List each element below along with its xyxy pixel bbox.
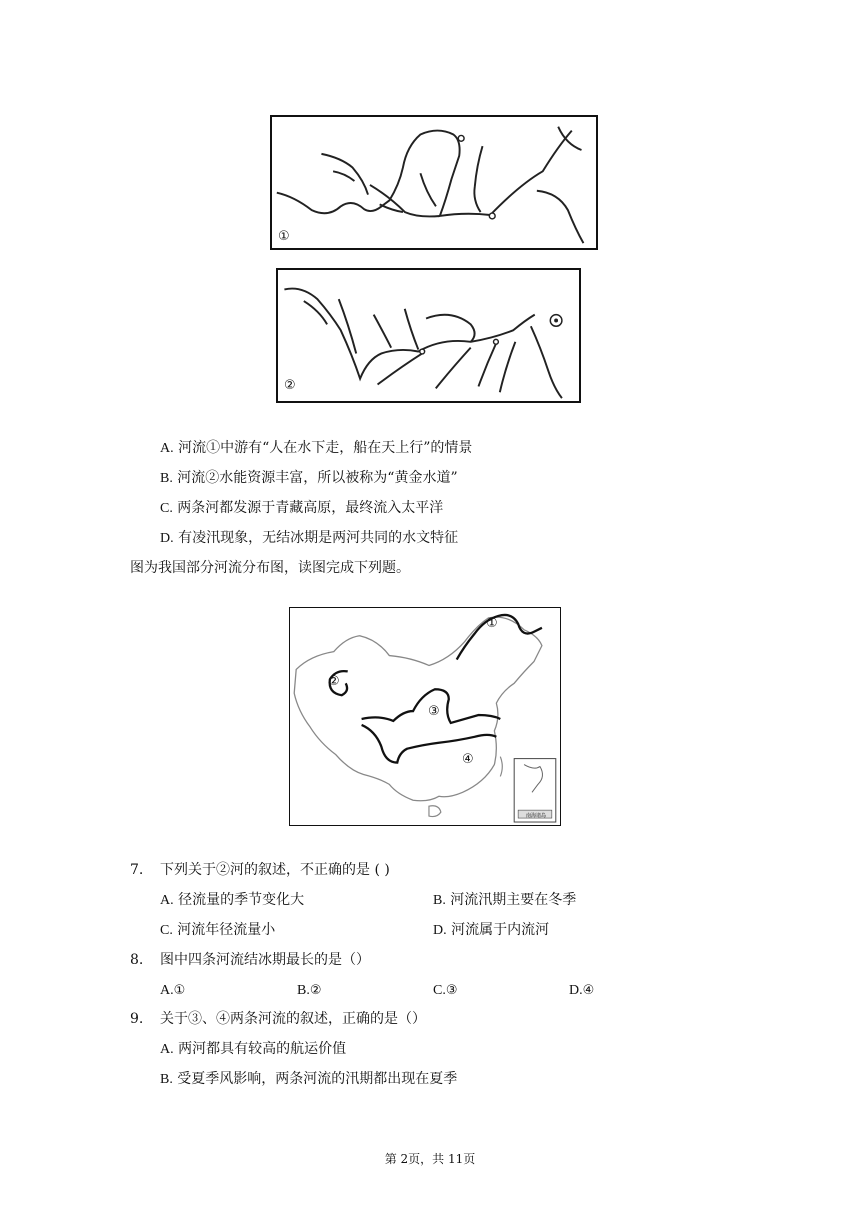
q9-option-a bbox=[160, 1039, 346, 1060]
option-letter: C. bbox=[433, 983, 446, 998]
option-text: ③ bbox=[445, 983, 458, 998]
option-letter: B. bbox=[160, 1072, 173, 1087]
option-text: ④ bbox=[582, 983, 595, 998]
figure-river-1 bbox=[270, 115, 598, 250]
q8-option-a bbox=[160, 980, 185, 1001]
option-text: 有凌汛现象，无结冰期是两河共同的水文特征 bbox=[178, 530, 459, 546]
option-text: 河流①中游有“人在水下走，船在天上行”的情景 bbox=[178, 440, 473, 456]
map-label-1: ① bbox=[486, 616, 498, 631]
intro-text: 图为我国部分河流分布图，读图完成下列题。 bbox=[130, 560, 410, 576]
map-label-3: ③ bbox=[428, 704, 440, 719]
q9-number: 9. bbox=[130, 1011, 144, 1027]
map-label-2: ② bbox=[328, 674, 340, 689]
q8-number: 8. bbox=[130, 952, 144, 968]
q7-number: 7. bbox=[130, 862, 144, 878]
option-letter: D. bbox=[433, 923, 447, 938]
option-letter: A. bbox=[160, 893, 174, 908]
q8-stem: 图中四条河流结冰期最长的是（） bbox=[160, 952, 370, 968]
river-2-map bbox=[278, 270, 579, 401]
option-text: 两河都具有较高的航运价值 bbox=[178, 1041, 347, 1057]
option-text: 河流年径流量小 bbox=[177, 922, 276, 938]
option-letter: B. bbox=[160, 471, 173, 486]
option-letter: A. bbox=[160, 1042, 174, 1057]
option-letter: B. bbox=[297, 983, 310, 998]
option-letter: D. bbox=[569, 983, 583, 998]
inset-label: 南海诸岛 bbox=[526, 813, 547, 819]
figure-river-2 bbox=[276, 268, 581, 403]
china-outline bbox=[290, 608, 560, 825]
q7-option-d bbox=[433, 920, 549, 941]
q6-option-b bbox=[160, 468, 458, 489]
option-text: ② bbox=[309, 983, 322, 998]
option-text: 径流量的季节变化大 bbox=[178, 892, 305, 908]
river-1-map bbox=[272, 117, 596, 248]
option-text: 河流属于内流河 bbox=[451, 922, 550, 938]
q8-option-d bbox=[569, 980, 594, 1001]
china-river-map bbox=[289, 607, 561, 826]
option-text: 受夏季风影响，两条河流的汛期都出现在夏季 bbox=[177, 1071, 458, 1087]
q6-option-c bbox=[160, 498, 443, 519]
option-letter: A. bbox=[160, 983, 174, 998]
q7-option-c bbox=[160, 920, 275, 941]
q6-option-d bbox=[160, 528, 458, 549]
option-letter: C. bbox=[160, 923, 173, 938]
option-letter: C. bbox=[160, 501, 173, 516]
page-footer: 第 2页，共 11页 bbox=[384, 1152, 476, 1166]
option-text: 河流汛期主要在冬季 bbox=[450, 892, 577, 908]
q7-option-b bbox=[433, 890, 576, 911]
q7-option-a bbox=[160, 890, 304, 911]
option-letter: D. bbox=[160, 531, 174, 546]
q8-option-c bbox=[433, 980, 458, 1001]
option-text: ① bbox=[173, 983, 186, 998]
option-text: 两条河都发源于青藏高原，最终流入太平洋 bbox=[177, 500, 444, 516]
q8-option-b bbox=[297, 980, 322, 1001]
figure-1-label: ① bbox=[278, 229, 290, 244]
figure-2-label: ② bbox=[284, 378, 296, 393]
q9-option-b bbox=[160, 1069, 457, 1090]
q6-option-a bbox=[160, 438, 472, 459]
option-letter: B. bbox=[433, 893, 446, 908]
map-label-4: ④ bbox=[462, 752, 474, 767]
q9-stem: 关于③、④两条河流的叙述，正确的是（） bbox=[160, 1011, 426, 1027]
q7-stem: 下列关于②河的叙述，不正确的是 ( ) bbox=[160, 862, 390, 878]
option-text: 河流②水能资源丰富，所以被称为“黄金水道” bbox=[177, 470, 458, 486]
option-letter: A. bbox=[160, 441, 174, 456]
